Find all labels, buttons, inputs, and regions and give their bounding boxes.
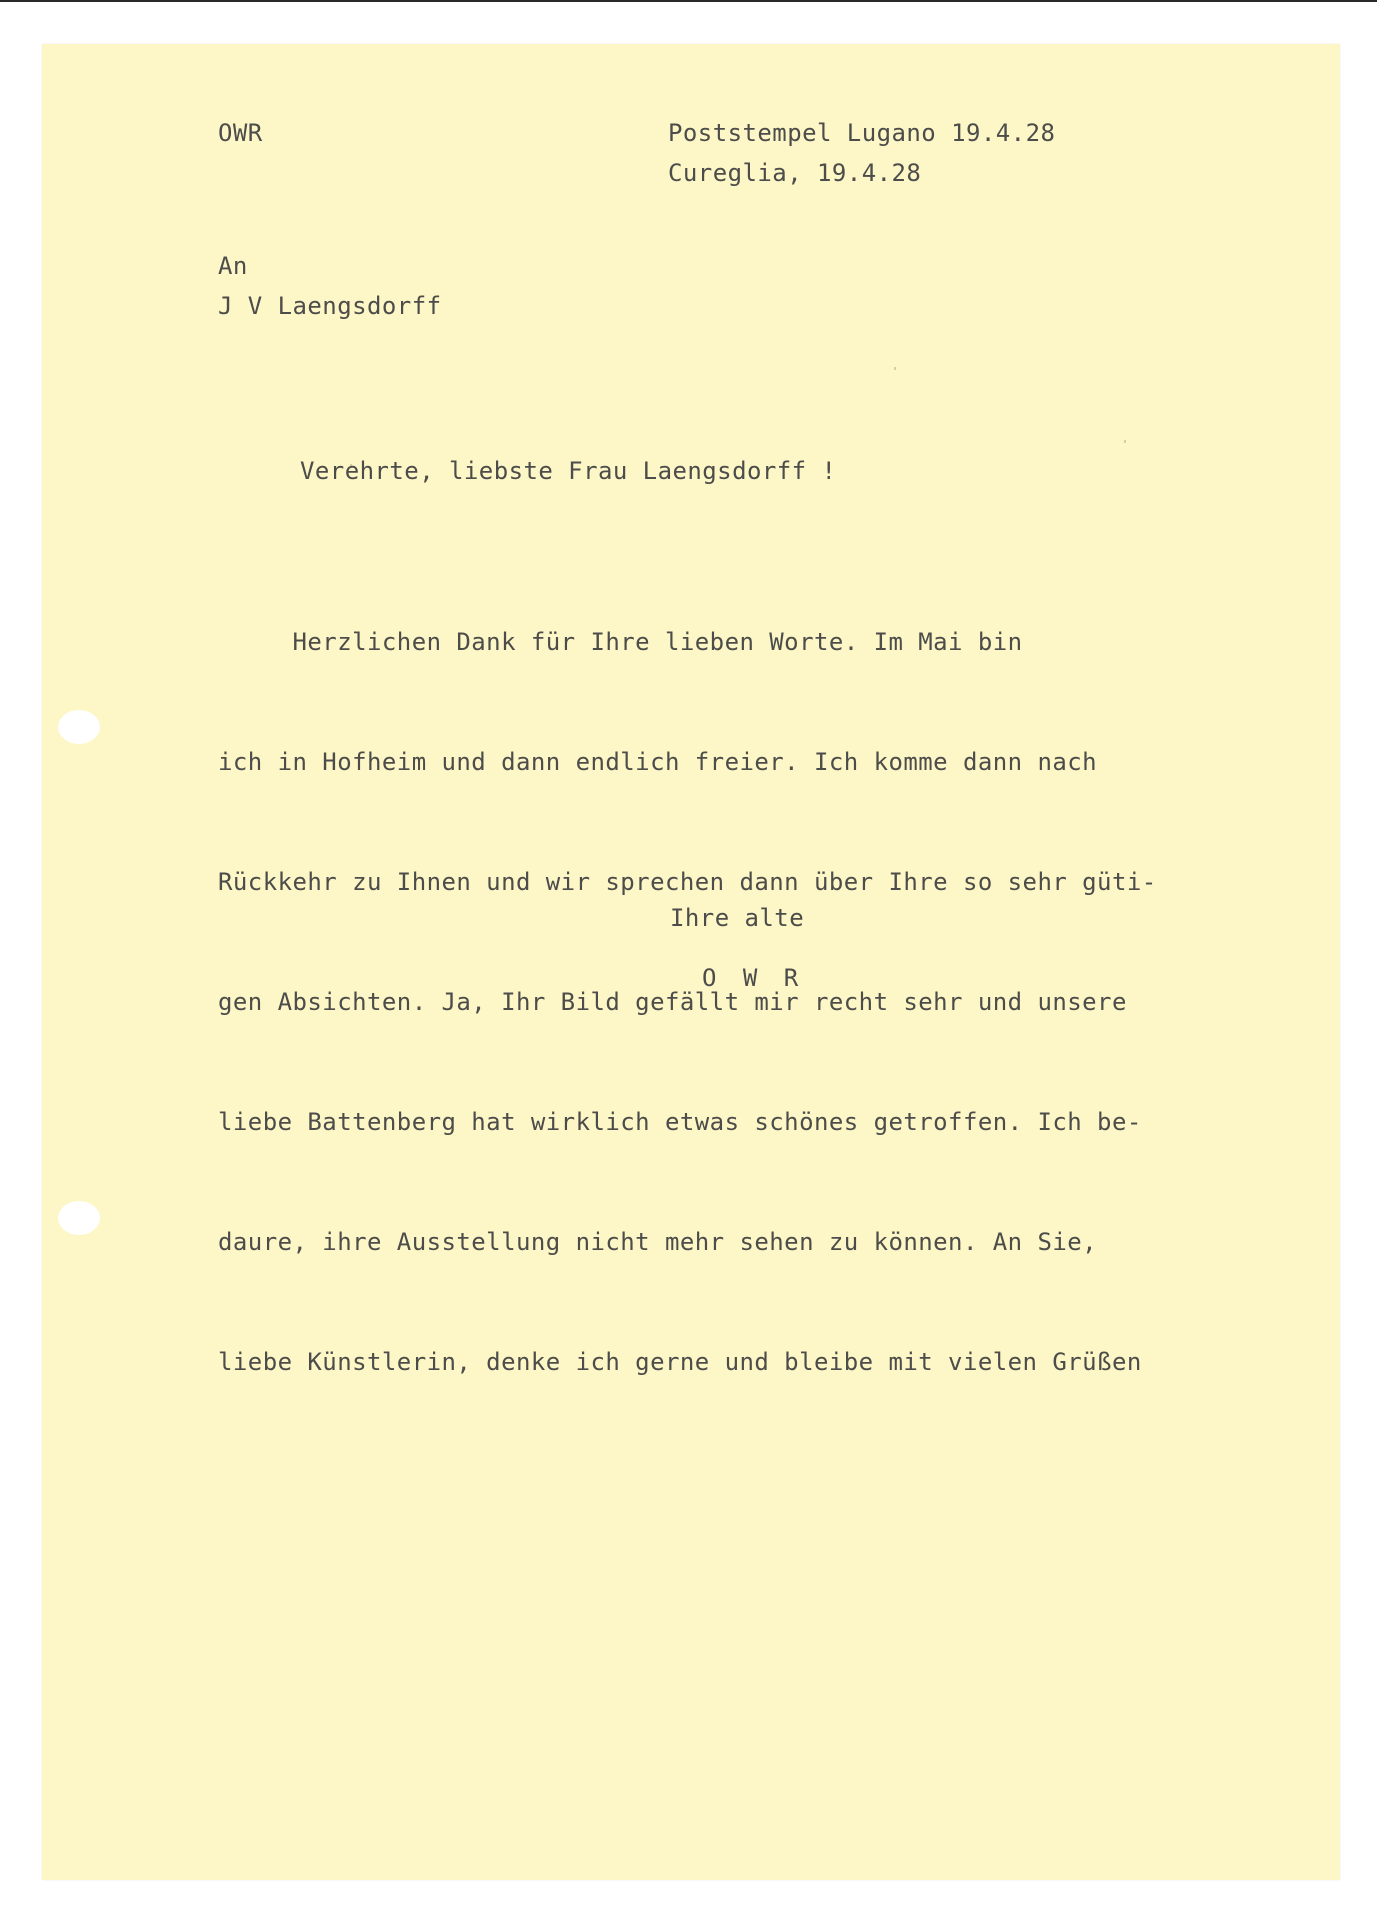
letter-body (218, 542, 1157, 1422)
paper-speck (894, 367, 896, 370)
signature-initials: O W R (702, 964, 805, 992)
salutation: Verehrte, liebste Frau Laengsdorff ! (300, 457, 837, 485)
punch-hole-lower (58, 1201, 100, 1235)
body-line: Rückkehr zu Ihnen und wir sprechen dann über Ihre so sehr güti- (218, 868, 1157, 896)
sender-initials: OWR (218, 119, 263, 147)
body-line: ich in Hofheim und dann endlich freier. Ich komme dann nach (218, 748, 1098, 776)
body-line: liebe Künstlerin, denke ich gerne und bleibe mit vielen Grüßen (218, 1348, 1142, 1376)
body-line: gen Absichten. Ja, Ihr Bild gefällt mir recht sehr und unsere (218, 988, 1127, 1016)
body-line: Herzlichen Dank für Ihre lieben Worte. Im Mai bin (218, 628, 1023, 656)
top-edge-rule (0, 0, 1377, 2)
postmark-line: Poststempel Lugano 19.4.28 (668, 119, 1056, 147)
address-prefix: An (218, 252, 248, 280)
punch-hole-upper (58, 710, 100, 744)
body-line: liebe Battenberg hat wirklich etwas schönes getroffen. Ich be- (218, 1108, 1142, 1136)
body-line: daure, ihre Ausstellung nicht mehr sehen zu können. An Sie, (218, 1228, 1098, 1256)
paper-speck (1124, 440, 1126, 443)
place-date-line: Cureglia, 19.4.28 (668, 159, 922, 187)
recipient-name: J V Laengsdorff (218, 292, 442, 320)
closing-phrase: Ihre alte (670, 904, 805, 932)
